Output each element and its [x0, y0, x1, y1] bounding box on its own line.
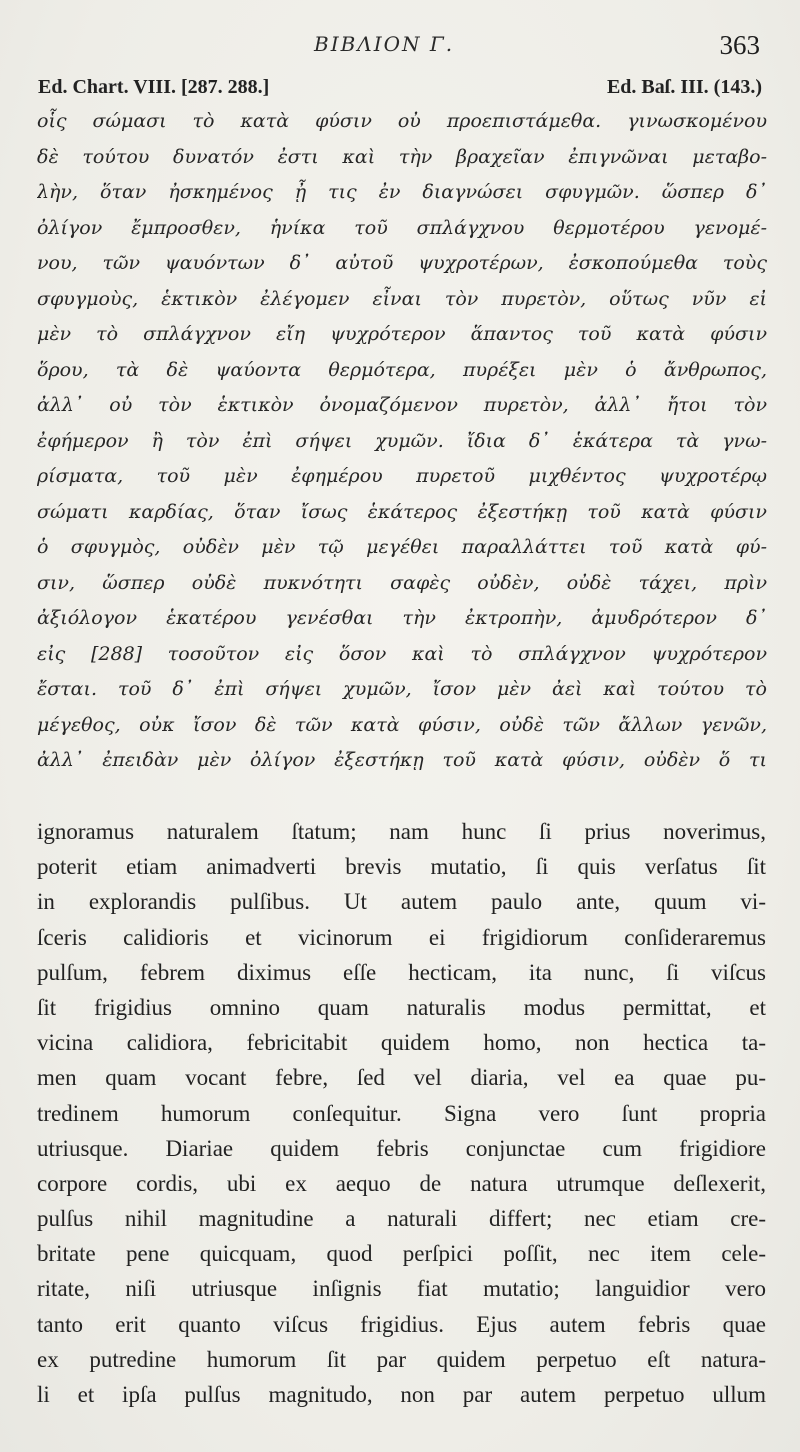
- greek-line: ὀλίγον ἔμπροσθεν, ἡνίκα τοῦ σπλάγχνου θερμοτέρου γενομέ-: [37, 216, 767, 239]
- latin-line: pulſus nihil magnitudine a naturali differt; nec etiam cre-: [37, 1206, 766, 1232]
- greek-line: εἰς [288] τοσοῦτον εἰς ὅσον καὶ τὸ σπλάγχνον ψυχρότερον: [37, 642, 767, 665]
- greek-line: μέγεθος, οὐκ ἴσον δὲ τῶν κατὰ φύσιν, οὐδὲ τῶν ἄλλων γενῶν,: [37, 713, 767, 736]
- latin-line: men quam vocant febre, ſed vel diaria, vel ea quae pu-: [37, 1065, 766, 1091]
- latin-line: tanto erit quanto viſcus frigidius. Ejus autem febris quae: [37, 1311, 766, 1337]
- greek-text-block: [37, 104, 767, 779]
- greek-line: δὲ τούτου δυνατόν ἐστι καὶ τὴν βραχεῖαν ἐπιγνῶναι μεταβο-: [37, 145, 767, 168]
- latin-line: poterit etiam animadverti brevis mutatio, ſi quis verſatus ſit: [37, 854, 766, 880]
- greek-line: σφυγμοὺς, ἑκτικὸν ἐλέγομεν εἶναι τὸν πυρετὸν, οὕτως νῦν εἰ: [37, 287, 767, 310]
- running-head: [0, 30, 800, 66]
- latin-line: tredinem humorum conſequitur. Signa vero ſunt propria: [37, 1100, 766, 1126]
- greek-line: ἐφήμερον ἢ τὸν ἐπὶ σήψει χυμῶν. ἴδια δ᾽ ἑκάτερα τὰ γνω-: [37, 429, 767, 452]
- latin-line: li et ipſa pulſus magnitudo, non par autem perpetuo ullum: [37, 1382, 766, 1407]
- greek-line: ὁ σφυγμὸς, οὐδὲν μὲν τῷ μεγέθει παραλλάττει τοῦ κατὰ φύ-: [37, 536, 767, 558]
- greek-line: σώματι καρδίας, ὅταν ἴσως ἑκάτερος ἐξεστήκῃ τοῦ κατὰ φύσιν: [37, 500, 767, 523]
- greek-line: σιν, ὥσπερ οὐδὲ πυκνότητι σαφὲς οὐδὲν, οὐδὲ τάχει, πρὶν: [37, 571, 767, 594]
- latin-line: pulſum, febrem diximus eſſe hecticam, ita nunc, ſi viſcus: [37, 959, 766, 985]
- greek-line: ἀλλ᾽ ἐπειδὰν μὲν ὀλίγον ἐξεστήκῃ τοῦ κατὰ φύσιν, οὐδὲν ὅ τι: [37, 749, 767, 771]
- edition-reference-line: [38, 76, 762, 106]
- latin-line: ex putredine humorum ſit par quidem perpetuo eſt natura-: [37, 1346, 766, 1372]
- latin-line: ſit frigidius omnino quam naturalis modus permittat, et: [37, 994, 766, 1020]
- latin-line: ſceris calidioris et vicinorum ei frigidiorum conſideraremus: [37, 924, 766, 950]
- greek-line: μὲν τὸ σπλάγχνον εἴη ψυχρότερον ἅπαντος τοῦ κατὰ φύσιν: [37, 323, 767, 345]
- greek-line: ἀξιόλογον ἑκατέρου γενέσθαι τὴν ἐκτροπὴν, ἀμυδρότερον δ᾽: [37, 607, 767, 629]
- page-number: 363: [719, 30, 760, 60]
- latin-line: ignoramus naturalem ſtatum; nam hunc ſi prius noverimus,: [37, 819, 766, 844]
- latin-line: utriusque. Diariae quidem febris conjunctae cum frigidiore: [37, 1135, 766, 1161]
- greek-line: νου, τῶν ψαυόντων δ᾽ αὐτοῦ ψυχροτέρων, ἐσκοπούμεθα τοὺς: [37, 252, 767, 274]
- edition-reference-chartier: Ed. Chart. VIII. [287. 288.]: [38, 76, 270, 98]
- greek-line: ἀλλ᾽ οὐ τὸν ἑκτικὸν ὀνομαζόμενον πυρετὸν, ἀλλ᾽ ἤτοι τὸν: [37, 394, 767, 416]
- latin-text-block: [37, 814, 766, 1412]
- greek-line: οἷς σώμασι τὸ κατὰ φύσιν οὐ προεπιστάμεθα. γινωσκομένου: [37, 110, 767, 132]
- latin-line: corpore cordis, ubi ex aequo de natura utrumque deſlexerit,: [37, 1170, 766, 1196]
- greek-line: ὅρου, τὰ δὲ ψαύοντα θερμότερα, πυρέξει μὲν ὁ ἄνθρωπος,: [37, 358, 767, 381]
- greek-line: λὴν, ὅταν ἠσκημένος ᾖ τις ἐν διαγνώσει σφυγμῶν. ὥσπερ δ᾽: [37, 181, 767, 203]
- edition-reference-basel: Ed. Baſ. III. (143.): [606, 76, 762, 98]
- greek-line: ἔσται. τοῦ δ᾽ ἐπὶ σήψει χυμῶν, ἴσον μὲν ἀεὶ καὶ τούτου τὸ: [37, 678, 767, 700]
- book-title: BIBΛΙΟΝ Γ.: [314, 32, 455, 56]
- greek-line: ρίσματα, τοῦ μὲν ἐφημέρου πυρετοῦ μιχθέντος ψυχροτέρῳ: [37, 465, 767, 487]
- latin-line: ritate, niſi utriusque inſignis fiat mutatio; languidior vero: [37, 1276, 766, 1302]
- latin-line: in explorandis pulſibus. Ut autem paulo ante, quum vi-: [37, 889, 766, 915]
- latin-line: vicina calidiora, febricitabit quidem homo, non hectica ta-: [37, 1030, 766, 1056]
- latin-line: britate pene quicquam, quod perſpici poſſit, nec item cele-: [37, 1241, 766, 1267]
